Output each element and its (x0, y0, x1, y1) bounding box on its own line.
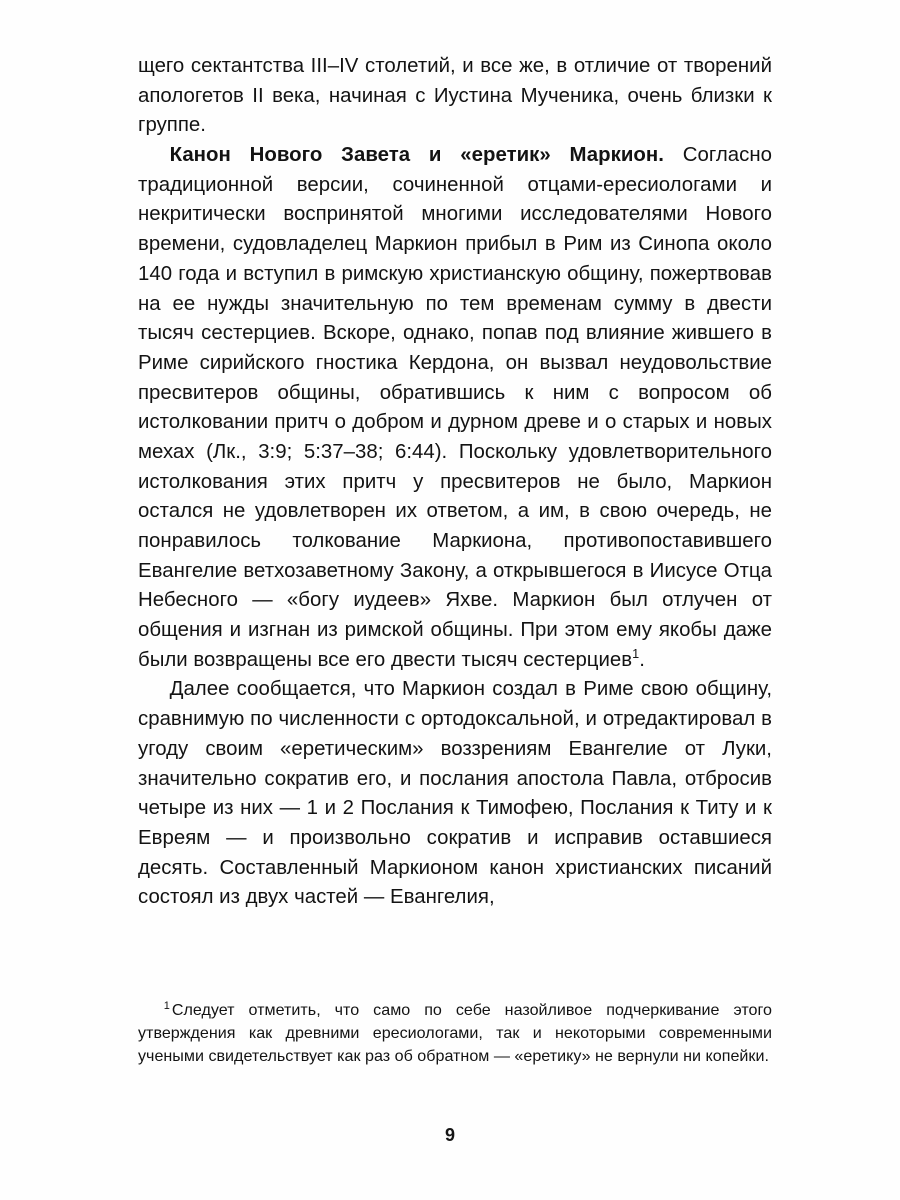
footnote-reference-marker[interactable]: 1 (632, 646, 640, 661)
paragraph-continued (138, 52, 772, 141)
page-body (138, 52, 772, 913)
footnote-body: Следует отметить, что само по себе назойливое подчеркивание этого утверждения как древними ересиологами, так и некоторыми современными учеными свидетельствует как раз об обратном — «еретику» не вернули ни копейки. (138, 1001, 772, 1065)
paragraph-text-tail: . (639, 648, 645, 671)
footnote-entry (138, 999, 772, 1068)
paragraph-canon-markion (138, 141, 772, 675)
paragraph-text: Согласно традиционной версии, сочиненной отцами-ересиологами и некритически воспринятой многими исследователями Нового времени, судовладелец Маркион прибыл в Рим из Синопа около 140 года и вступил в римскую христианскую общину, пожертвовав на ее нужды значительную по тем временам сумму в двести тысяч сестерциев. Вскоре, однако, попав под влияние жившего в Риме сирийского гностика Кердона, он вызвал неудовольствие пресвитеров общины, обратившись к ним с вопросом об истолковании притч о добром и дурном древе и о старых и новых мехах (Лк., 3:9; 5:37–38; 6:44). Поскольку удовлетворительного истолкования этих притч у пресвитеров не было, Маркион остался не удовлетворен их ответом, а им, в свою очередь, не понравилось толкование Маркиона, противопоставившего Евангелие ветхозаветному Закону, а открывшегося в Иисусе Отца Небесного — «богу иудеев» Яхве. Маркион был отлучен от общения и изгнан из римской общины. При этом ему якобы даже были возвращены все его двести тысяч сестерциев (138, 144, 772, 671)
paragraph-text: Далее сообщается, что Маркион создал в Риме свою общину, сравнимую по численности с ортодоксальной, и отредактировал в угоду своим «еретическим» воззрениям Евангелие от Луки, значительно сократив его, и послания апостола Павла, отбросив четыре из них — 1 и 2 Послания к Тимофею, Послания к Титу и к Евреям — и произвольно сократив и исправив оставшиеся десять. Составленный Маркионом канон христианских писаний состоял из двух частей — Евангелия, (138, 678, 772, 909)
paragraph-further (138, 675, 772, 913)
footnote-number: 1 (163, 999, 170, 1012)
footnote-area (138, 985, 772, 1068)
run-in-heading: Канон Нового Завета и «еретик» Маркион. (169, 144, 664, 167)
page-number: 9 (444, 1125, 455, 1145)
paragraph-text: щего сектантства III–IV столетий, и все же, в отличие от творений апологетов II века, начиная с Иустина Мученика, очень близки к группе. (138, 55, 772, 137)
